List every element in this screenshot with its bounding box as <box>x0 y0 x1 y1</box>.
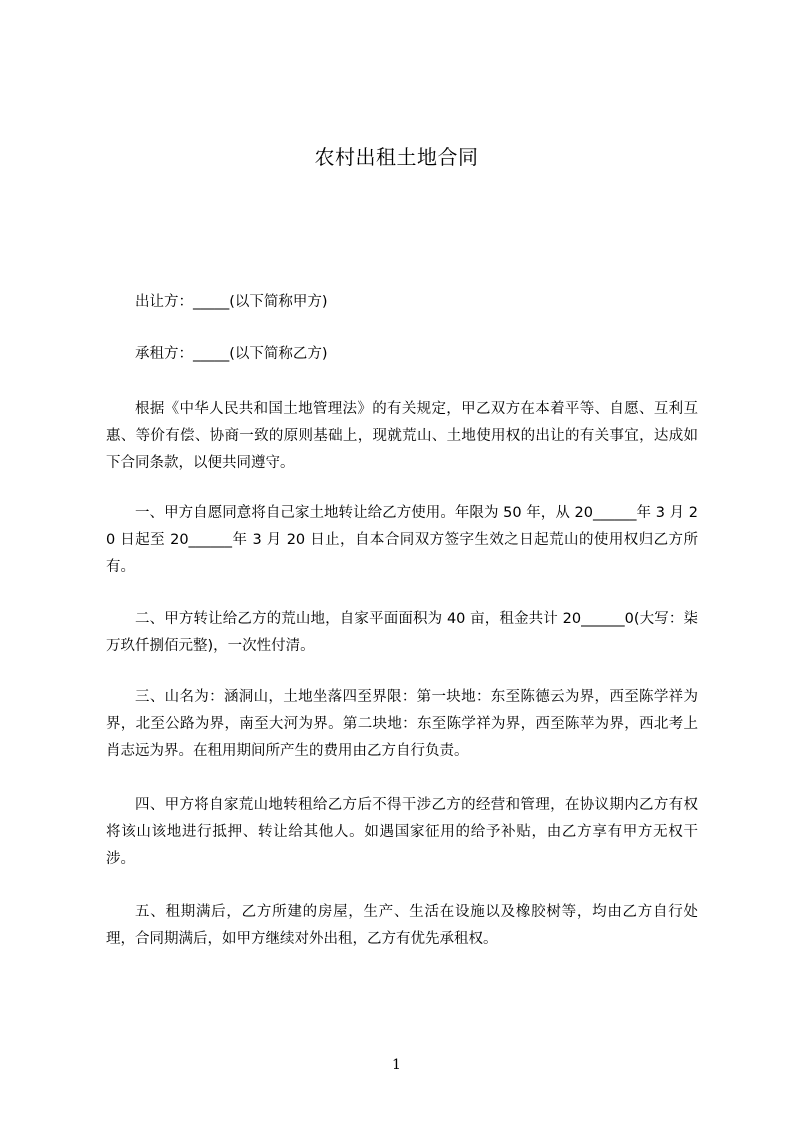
page-number: 1 <box>392 1057 401 1073</box>
lessor-line: 出让方：_____(以下简称甲方) <box>135 294 328 310</box>
clause-3-paragraph: 三、山名为：涵洞山，土地坐落四至界限：第一块地：东至陈德云为界，西至陈学祥为界，北至公路为界，南至大河为界。第二块地：东至陈学祥为界，西至陈苹为界，西北考上 肖志远为界。在租用期间所产生的费用由乙方自行负责。 <box>106 689 713 759</box>
page-title: 农村出租土地合同 <box>314 145 479 169</box>
clause-1-paragraph: 一、甲方自愿同意将自己家土地转让给乙方使用。年限为 50 年，从 20______年 3 月 20 日起至 20______年 3 月 20 日止，自本合同双方签字生效之日起荒山的使用权归乙方所有。 <box>106 505 698 575</box>
lessee-line: 承租方：_____(以下简称乙方) <box>135 346 328 362</box>
clause-2-paragraph: 二、甲方转让给乙方的荒山地，自家平面面积为 40 亩，租金共计 20______0(大写：柒万玖仟捌佰元整)，一次性付清。 <box>106 611 698 654</box>
clause-4-paragraph: 四、甲方将自家荒山地转租给乙方后不得干涉乙方的经营和管理，在协议期内乙方有权将该山该地进行抵押、转让给其他人。如遇国家征用的给予补贴，由乙方享有甲方无权干涉。 <box>106 797 698 867</box>
preamble-paragraph: 根据《中华人民共和国土地管理法》的有关规定，甲乙双方在本着平等、自愿、互利互惠、等价有偿、协商一致的原则基础上，现就荒山、土地使用权的出让的有关事宜，达成如下合同条款，以便共同遵守。 <box>106 401 698 471</box>
clause-5-paragraph: 五、租期满后，乙方所建的房屋，生产、生活在设施以及橡胶树等，均由乙方自行处理，合同期满后，如甲方继续对外出租，乙方有优先承租权。 <box>106 904 698 947</box>
